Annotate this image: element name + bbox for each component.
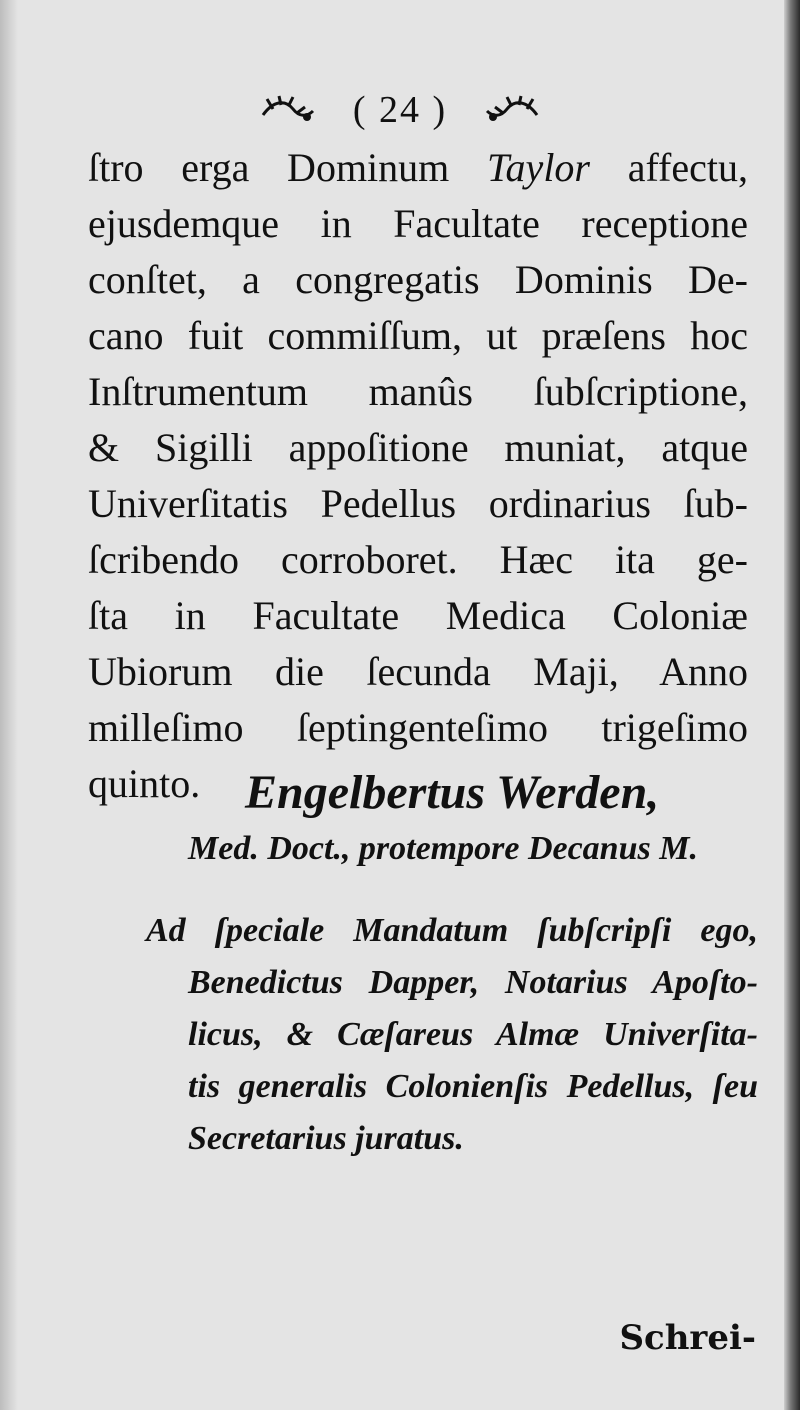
signature-title: Med. Doct., protempore Decanus M. [188,830,698,867]
right-fleuron-icon [485,91,541,135]
text-line: conſtet, a congregatis Dominis De- [88,257,748,302]
notary-line: Benedictus Dapper, Notarius Apoſto- [188,964,758,1001]
main-text [88,140,748,812]
text-line: cano fuit commiſſum, ut præſens hoc [88,313,748,358]
text-line: quinto. [88,761,201,806]
page-header [0,88,800,135]
notary-line: Ad ſpeciale Mandatum ſubſcripſi ego, [146,912,758,949]
text-line: ſcribendo corroboret. Hæc ita ge- [88,537,748,582]
text-line: & Sigilli appoſitione muniat, atque [88,425,748,470]
signature-name: Engelbertus Werden, [245,766,660,819]
text-line: milleſimo ſeptingenteſimo trigeſimo [88,705,748,750]
italic-name: Taylor [486,145,590,190]
notary-line: Secretarius juratus. [188,1120,464,1157]
book-spine-shadow [784,0,800,1410]
text-line: Ubiorum die ſecunda Maji, Anno [88,649,748,694]
notary-line: tis generalis Colonienſis Pedellus, ſeu [188,1068,758,1105]
text-line: ejusdemque in Facultate receptione [88,201,748,246]
notary-attestation [146,905,758,1165]
notary-line: licus, & Cæſareus Almæ Univerſita- [188,1016,758,1053]
page-number: ( 24 ) [352,89,448,131]
text-line: ſta in Facultate Medica Coloniæ [88,593,748,638]
text-line: Univerſitatis Pedellus ordinarius ſub- [88,481,748,526]
left-fleuron-icon [259,91,315,135]
catchword: Schrei- [619,1318,756,1358]
text-line: Inſtrumentum manûs ſubſcriptione, [88,369,748,414]
text-line: ſtro erga Dominum Taylor affectu, [88,145,748,190]
